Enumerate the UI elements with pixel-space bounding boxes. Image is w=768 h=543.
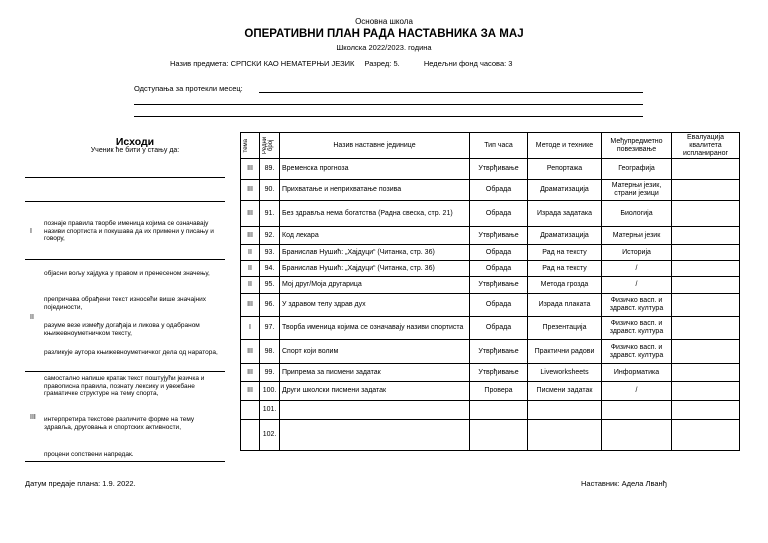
row-type: Утврђивање — [470, 277, 528, 294]
row-topic: III — [241, 382, 260, 401]
table-row — [241, 261, 740, 277]
subject-line — [170, 59, 520, 68]
header-methods: Методе и технике — [528, 133, 602, 159]
header-evaluation: Евалуација квалитета испланираног — [672, 133, 740, 159]
row-methods: Практични радови — [528, 340, 602, 364]
row-unit: Код лекара — [280, 227, 470, 245]
row-unit: Бранислав Нушић: „Хајдуци“ (Читанка, стр. 36) — [280, 261, 470, 277]
row-unit: Без здравља нема богатства (Радна свеска, стр. 21) — [280, 201, 470, 227]
row-topic: I — [241, 317, 260, 340]
outcome-group-number: II — [30, 314, 34, 321]
row-evaluation — [672, 245, 740, 261]
row-number: 99. — [260, 364, 280, 382]
row-type: Провера — [470, 382, 528, 401]
teacher-name: Наставник: Адела Лванђ — [581, 479, 667, 488]
row-correlation: Физичко васп. и здравст. култура — [602, 340, 672, 364]
row-topic: III — [241, 201, 260, 227]
row-number: 90. — [260, 180, 280, 201]
header-topic: тема — [241, 133, 260, 159]
row-topic: II — [241, 261, 260, 277]
row-methods: Драматизација — [528, 180, 602, 201]
row-number: 98. — [260, 340, 280, 364]
header-unit: Назив наставне јединице — [280, 133, 470, 159]
grade-label: Разред: 5. — [364, 59, 400, 68]
row-number: 95. — [260, 277, 280, 294]
outcomes-divider — [25, 201, 225, 202]
outcome-item: самостално напише кратак текст поштујући језичка и правописна правила, познату лексику и увежбане граматичке структуре на тему спорта, — [44, 375, 205, 397]
row-correlation: Биологија — [602, 201, 672, 227]
row-methods: Liveworksheets — [528, 364, 602, 382]
row-type: Обрада — [470, 294, 528, 317]
row-topic: III — [241, 180, 260, 201]
row-unit: Мој друг/Моја другарица — [280, 277, 470, 294]
header-type: Тип часа — [470, 133, 528, 159]
table-row — [241, 364, 740, 382]
row-number: 97. — [260, 317, 280, 340]
table-row — [241, 180, 740, 201]
row-type: Утврђивање — [470, 364, 528, 382]
row-evaluation — [672, 261, 740, 277]
school-year: Школска 2022/2023. година — [336, 43, 432, 52]
deviations-line-3 — [134, 116, 643, 117]
weekly-hours: Недељни фонд часова: 3 — [423, 59, 513, 68]
row-methods — [528, 401, 602, 420]
outcome-group-number: III — [30, 414, 36, 421]
header-number: Редни број — [260, 133, 280, 159]
row-unit: У здравом телу здрав дух — [280, 294, 470, 317]
row-topic — [241, 420, 260, 451]
row-evaluation — [672, 364, 740, 382]
row-number: 101. — [260, 401, 280, 420]
row-unit — [280, 420, 470, 451]
row-correlation: / — [602, 261, 672, 277]
table-header-row — [241, 133, 740, 159]
row-evaluation — [672, 277, 740, 294]
row-number: 102. — [260, 420, 280, 451]
row-type — [470, 401, 528, 420]
row-number: 96. — [260, 294, 280, 317]
row-methods: Драматизација — [528, 227, 602, 245]
table-row — [241, 294, 740, 317]
row-type: Обрада — [470, 180, 528, 201]
row-unit: Временска прогноза — [280, 159, 470, 180]
row-topic: III — [241, 364, 260, 382]
row-correlation — [602, 420, 672, 451]
outcome-item: разликује аутора књижевноуметничког дела од наратора, — [44, 349, 218, 356]
row-unit: Спорт који волим — [280, 340, 470, 364]
row-unit: Прихватање и неприхватање позива — [280, 180, 470, 201]
row-unit: Други школски писмени задатак — [280, 382, 470, 401]
row-type: Обрада — [470, 201, 528, 227]
row-correlation — [602, 401, 672, 420]
deviations-line-2 — [134, 104, 643, 105]
row-evaluation — [672, 340, 740, 364]
row-number: 93. — [260, 245, 280, 261]
row-type: Утврђивање — [470, 340, 528, 364]
row-evaluation — [672, 382, 740, 401]
row-correlation: / — [602, 277, 672, 294]
row-methods: Израда задатака — [528, 201, 602, 227]
row-methods: Рад на тексту — [528, 261, 602, 277]
row-unit: Припрема за писмени задатак — [280, 364, 470, 382]
row-evaluation — [672, 420, 740, 451]
deviations-label: Одступања за протекли месец: — [134, 84, 243, 93]
table-row — [241, 317, 740, 340]
row-topic: III — [241, 294, 260, 317]
row-correlation: Информатика — [602, 364, 672, 382]
row-topic: II — [241, 277, 260, 294]
row-correlation: Физичко васп. и здравст. култура — [602, 317, 672, 340]
header-correlation: Међупредметно повезивање — [602, 133, 672, 159]
outcome-item: интерпретира текстове различите форме на тему здравља, друговања и спортских активности, — [44, 416, 195, 431]
row-evaluation — [672, 201, 740, 227]
row-number: 94. — [260, 261, 280, 277]
outcomes-divider — [25, 259, 225, 260]
row-evaluation — [672, 294, 740, 317]
outcome-item: објасни вољу хајдука у правом и пренесеном значењу, — [44, 270, 210, 277]
subject-name: Назив предмета: СРПСКИ КАО НЕМАТЕРЊИ ЈЕЗИК — [170, 59, 355, 68]
row-topic: II — [241, 245, 260, 261]
row-unit — [280, 401, 470, 420]
row-unit: Творба именица којима се означавају називи спортиста — [280, 317, 470, 340]
outcome-item: познаје правила творбе именица којима се означавају називи спортиста и покушава да их примени у писању и говору, — [44, 220, 214, 242]
page-title: ОПЕРАТИВНИ ПЛАН РАДА НАСТАВНИКА ЗА МАЈ — [244, 28, 524, 40]
table-row — [241, 159, 740, 180]
table-row — [241, 227, 740, 245]
row-methods — [528, 420, 602, 451]
row-topic: III — [241, 159, 260, 180]
outcomes-title: Исходи — [115, 136, 155, 148]
outcome-group-number: I — [30, 228, 32, 235]
row-evaluation — [672, 180, 740, 201]
row-methods: Метода грозда — [528, 277, 602, 294]
table-row — [241, 420, 740, 451]
table-row — [241, 245, 740, 261]
lesson-plan-table — [240, 132, 740, 451]
table-row — [241, 201, 740, 227]
row-type — [470, 420, 528, 451]
row-correlation: Историја — [602, 245, 672, 261]
row-correlation: Географија — [602, 159, 672, 180]
row-evaluation — [672, 227, 740, 245]
table-row — [241, 382, 740, 401]
row-number: 92. — [260, 227, 280, 245]
school-label: Основна школа — [355, 17, 413, 26]
table-row — [241, 401, 740, 420]
row-type: Утврђивање — [470, 227, 528, 245]
row-methods: Израда плаката — [528, 294, 602, 317]
outcomes-subtitle: Ученик ће бити у стању да: — [90, 147, 180, 154]
row-correlation: Матерњи језик — [602, 227, 672, 245]
deviations-line-1 — [259, 92, 643, 93]
row-type: Обрада — [470, 317, 528, 340]
row-evaluation — [672, 159, 740, 180]
row-correlation: Матерњи језик, страни језици — [602, 180, 672, 201]
row-methods: Рад на тексту — [528, 245, 602, 261]
row-number: 100. — [260, 382, 280, 401]
outcome-item: разуме везе између догађаја и ликова у одабраном књижевноуметничком тексту, — [44, 322, 200, 337]
row-number: 89. — [260, 159, 280, 180]
row-type: Утврђивање — [470, 159, 528, 180]
table-row — [241, 340, 740, 364]
row-topic — [241, 401, 260, 420]
row-correlation: Физичко васп. и здравст. култура — [602, 294, 672, 317]
row-type: Обрада — [470, 245, 528, 261]
outcome-item: препричава обрађени текст износећи више значајних појединости, — [44, 296, 207, 311]
row-topic: III — [241, 340, 260, 364]
table-row — [241, 277, 740, 294]
row-topic: III — [241, 227, 260, 245]
row-type: Обрада — [470, 261, 528, 277]
row-evaluation — [672, 317, 740, 340]
row-methods: Писмени задатак — [528, 382, 602, 401]
outcomes-divider — [25, 177, 225, 178]
outcomes-divider — [25, 371, 225, 372]
row-unit: Бранислав Нушић: „Хајдуци“ (Читанка, стр. 36) — [280, 245, 470, 261]
row-number: 91. — [260, 201, 280, 227]
outcome-item: процени сопствени напредак. — [44, 451, 134, 458]
row-methods: Репортажа — [528, 159, 602, 180]
row-correlation: / — [602, 382, 672, 401]
outcomes-divider — [25, 461, 225, 462]
row-evaluation — [672, 401, 740, 420]
row-methods: Презентација — [528, 317, 602, 340]
submission-date: Датум предаје плана: 1.9. 2022. — [25, 479, 136, 488]
